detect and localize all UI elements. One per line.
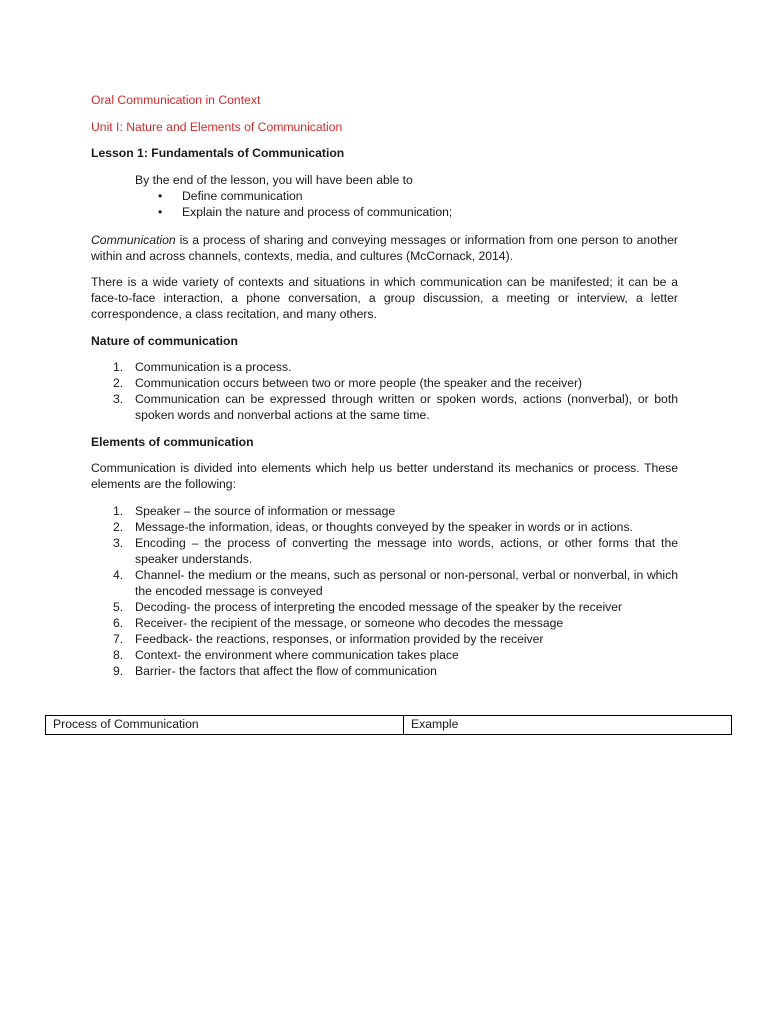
nature-heading: Nature of communication: [91, 334, 238, 348]
list-item: 4. Channel- the medium or the means, such as personal or non-personal, verbal or nonverbal, in which the encoded message is conveyed: [113, 568, 678, 598]
definition-paragraph: [91, 232, 678, 264]
bullet-icon: •: [158, 189, 163, 203]
list-item: 3. Encoding – the process of converting the message into words, actions, or other forms that the speaker understands.: [113, 536, 678, 566]
elements-intro: Communication is divided into elements which help us better understand its mechanics or process. These elements are the following:: [91, 461, 678, 491]
list-item: 5. Decoding- the process of interpreting the encoded message of the speaker by the receiver: [113, 600, 623, 614]
list-item: 2. Message-the information, ideas, or thoughts conveyed by the speaker in words or in actions.: [113, 520, 633, 534]
list-item: 9. Barrier- the factors that affect the flow of communication: [113, 664, 437, 678]
table-header-process: Process of Communication: [46, 716, 404, 735]
table-row: [46, 716, 732, 735]
list-item: 1. Speaker – the source of information or message: [113, 504, 396, 518]
objectives-list: [158, 188, 452, 220]
lesson-title: Lesson 1: Fundamentals of Communication: [91, 146, 345, 160]
elements-list: [113, 503, 678, 679]
list-item: • Explain the nature and process of communication;: [158, 205, 453, 219]
objectives-intro: By the end of the lesson, you will have been able to: [135, 173, 413, 187]
course-title: Oral Communication in Context: [91, 93, 261, 107]
definition-term: Communication: [91, 233, 176, 247]
list-item: • Define communication: [158, 189, 303, 203]
list-item: 2. Communication occurs between two or more people (the speaker and the receiver): [113, 376, 583, 390]
definition-text: is a process of sharing and conveying messages or information from one person to another within and across channels, contexts, media, and cultures (McCornack, 2014).: [91, 233, 678, 263]
list-item: 6. Receiver- the recipient of the message, or someone who decodes the message: [113, 616, 564, 630]
list-item: 3. Communication can be expressed through written or spoken words, actions (nonverbal), or both spoken words and nonverbal actions at the same time.: [113, 392, 678, 422]
list-item: 8. Context- the environment where communication takes place: [113, 648, 459, 662]
table-header-example: Example: [404, 716, 732, 735]
bullet-icon: •: [158, 205, 163, 219]
nature-list: [113, 359, 678, 423]
elements-heading: Elements of communication: [91, 435, 254, 449]
list-item: 7. Feedback- the reactions, responses, or information provided by the receiver: [113, 632, 544, 646]
process-table: [45, 715, 732, 735]
contexts-paragraph: There is a wide variety of contexts and situations in which communication can be manifested; it can be a face-to-face interaction, a phone conversation, a group discussion, a meeting or interview, a letter correspondence, a class recitation, and many others.: [91, 275, 678, 321]
unit-title: Unit I: Nature and Elements of Communication: [91, 120, 343, 134]
list-item: 1. Communication is a process.: [113, 360, 292, 374]
